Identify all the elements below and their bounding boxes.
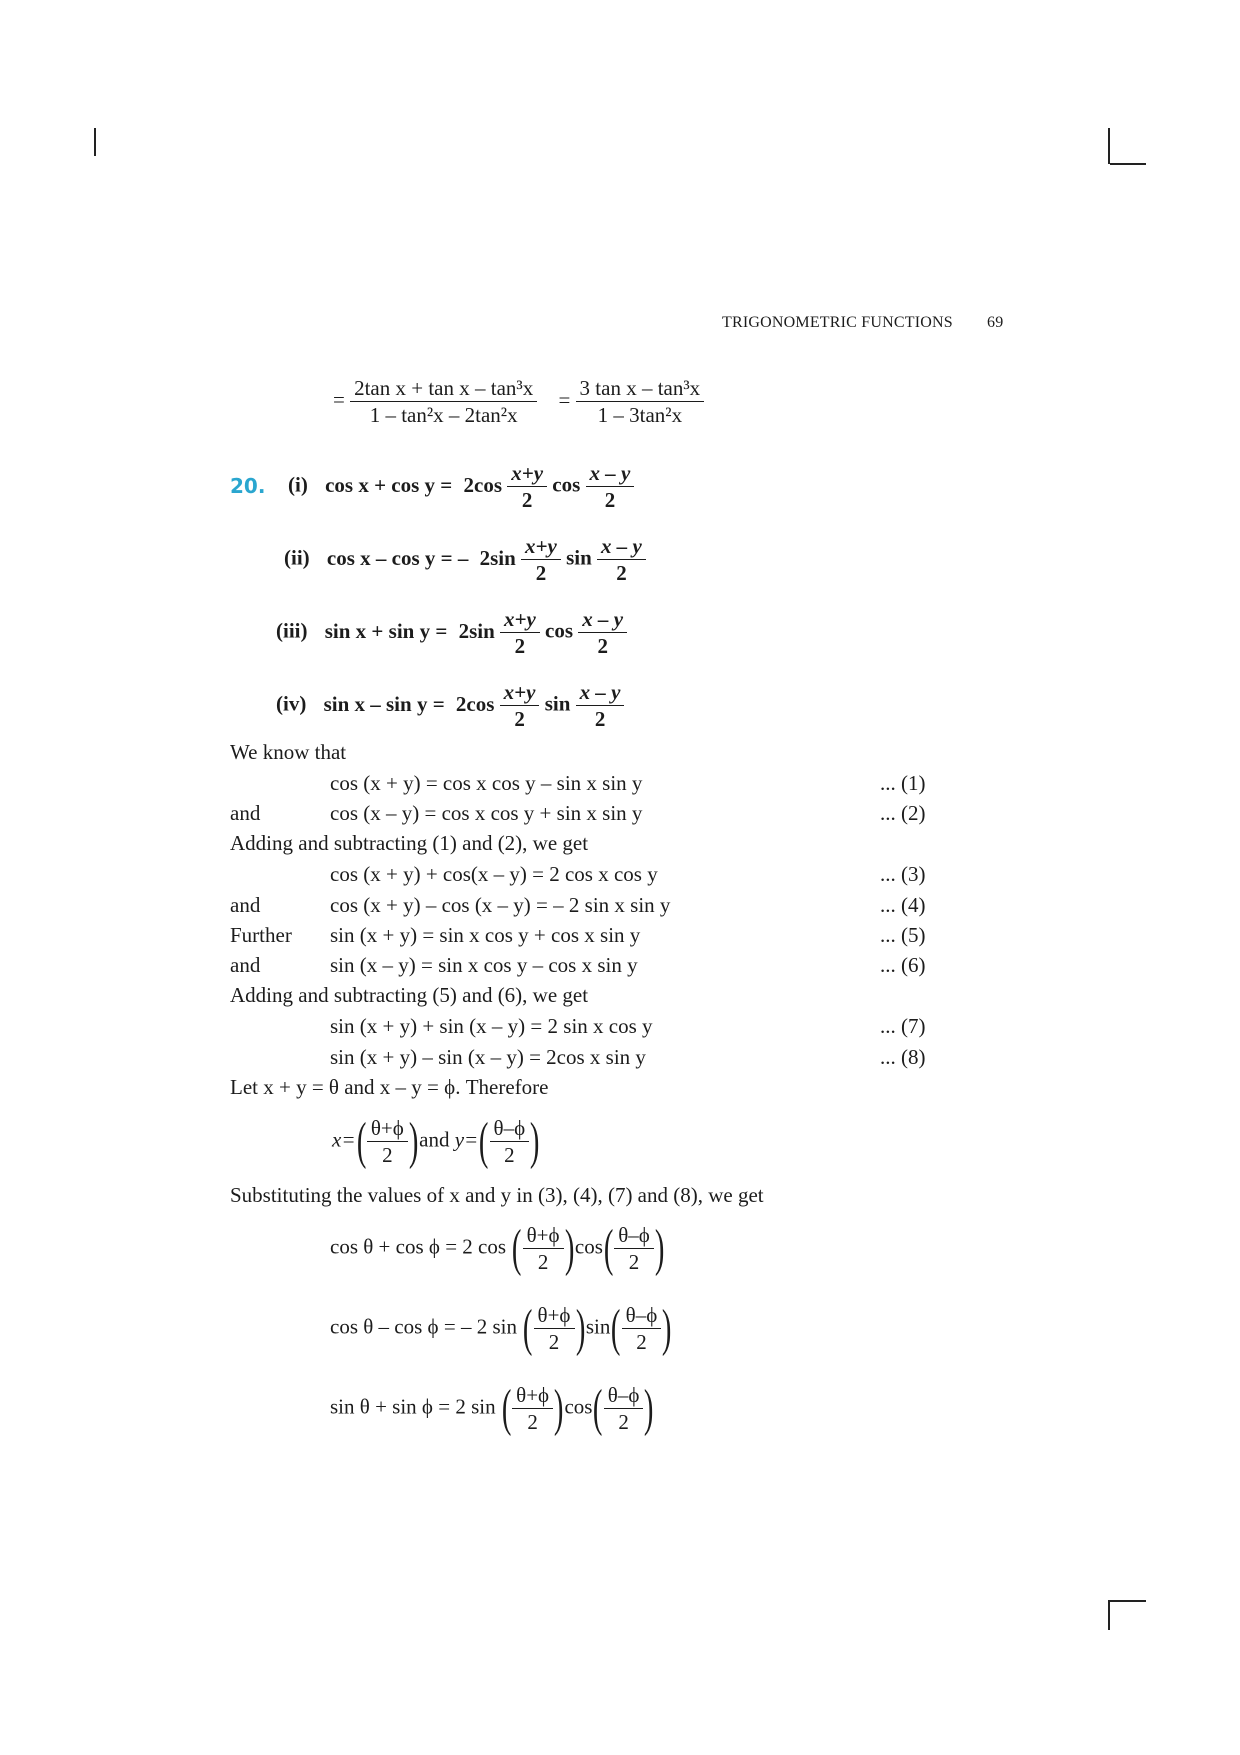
- substituting-line: Substituting the values of x and y in (3), (4), (7) and (8), we get: [230, 1183, 764, 1207]
- identity-lhs: sin x – sin y =: [323, 691, 445, 716]
- line-prefix: and: [230, 801, 261, 825]
- equation-line: cos (x + y) – cos (x – y) = – 2 sin x sin y: [330, 893, 671, 917]
- right-paren: ): [575, 1299, 585, 1357]
- right-paren: ): [530, 1112, 540, 1170]
- equation-ref: ... (2): [880, 801, 926, 825]
- identity-lhs: sin x + sin y =: [324, 618, 448, 643]
- identity-lhs: cos x + cos y =: [325, 472, 453, 497]
- right-paren: ): [554, 1379, 564, 1437]
- we-know-that: We know that: [230, 740, 347, 764]
- identity-fraction: [586, 460, 635, 514]
- theta-minus-phi-fraction: [622, 1302, 662, 1356]
- equation-line: sin (x + y) = sin x cos y + cos x sin y: [330, 923, 641, 947]
- frac-den: 2: [514, 634, 526, 659]
- fraction-1: [350, 375, 537, 429]
- final-identity-1: [330, 1219, 665, 1277]
- identity-coef: 2sin: [458, 618, 495, 643]
- frac-den: 2: [604, 488, 616, 513]
- frac-num: x+y: [521, 533, 561, 560]
- final-mid: cos: [564, 1394, 593, 1419]
- crop-mark-top-right-horizontal: [1110, 163, 1146, 165]
- let-line: Let x + y = θ and x – y = ϕ. Therefore: [230, 1075, 549, 1099]
- right-paren: ): [654, 1219, 665, 1277]
- theta-plus-phi-fraction: [534, 1302, 575, 1356]
- frac-den: 2: [618, 1410, 629, 1435]
- equation-line: sin (x – y) = sin x cos y – cos x sin y: [330, 953, 638, 977]
- equation-line: cos (x + y) = cos x cos y – sin x sin y: [330, 771, 643, 795]
- frac-den: 2: [514, 707, 525, 732]
- adding-line-1: Adding and subtracting (1) and (2), we get: [230, 831, 589, 855]
- theta-plus-phi-fraction: [367, 1115, 408, 1169]
- identity-i: [288, 460, 634, 514]
- frac-den: 2: [597, 634, 608, 659]
- left-paren: (: [356, 1112, 366, 1170]
- left-paren: (: [512, 1219, 522, 1277]
- left-paren: (: [611, 1299, 621, 1357]
- identity-fraction: [500, 679, 540, 733]
- frac-num: x+y: [500, 679, 540, 706]
- page-number: 69: [987, 314, 1004, 331]
- left-paren: (: [603, 1219, 614, 1277]
- identity-mid: cos: [545, 618, 574, 643]
- equals-sign: =: [333, 387, 345, 412]
- identity-iv: [276, 679, 624, 733]
- crop-mark-top-left: [94, 128, 96, 156]
- left-paren: (: [593, 1379, 603, 1437]
- final-lhs: sin θ + sin ϕ = 2 sin: [330, 1394, 496, 1419]
- x-equals: x=: [332, 1127, 356, 1152]
- and-word: and: [419, 1127, 450, 1152]
- identity-label: (ii): [284, 545, 310, 570]
- identity-mid: cos: [552, 472, 581, 497]
- identity-fraction: [578, 606, 627, 660]
- right-paren: ): [408, 1112, 419, 1170]
- identity-fraction: [576, 679, 625, 733]
- equals-sign-2: =: [558, 387, 571, 412]
- top-equation: [333, 375, 704, 429]
- identity-coef: 2cos: [463, 472, 502, 497]
- final-mid: sin: [585, 1314, 611, 1339]
- equation-line: cos (x + y) + cos(x – y) = 2 cos x cos y: [330, 862, 658, 886]
- equation-line: cos (x – y) = cos x cos y + sin x sin y: [330, 801, 643, 825]
- fraction-2: [576, 375, 705, 429]
- equation-ref: ... (6): [880, 953, 926, 977]
- identity-mid: sin: [566, 545, 592, 570]
- crop-mark-bottom-right-vertical: [1108, 1600, 1110, 1630]
- frac-den: 2: [628, 1250, 640, 1275]
- final-lhs: cos θ + cos ϕ = 2 cos: [330, 1234, 507, 1259]
- left-paren: (: [479, 1112, 489, 1170]
- crop-mark-top-right-vertical: [1108, 128, 1110, 164]
- frac-den: 2: [537, 1250, 549, 1275]
- frac-den: 2: [535, 561, 547, 586]
- identity-fraction: [500, 606, 540, 660]
- frac-den: 2: [521, 488, 533, 513]
- identity-fraction: [597, 533, 646, 587]
- identity-mid: sin: [544, 691, 571, 716]
- line-prefix: and: [230, 953, 261, 977]
- substitution-x-y: [332, 1112, 540, 1170]
- identity-ii: [284, 533, 646, 587]
- frac-num: θ–ϕ: [622, 1302, 662, 1329]
- identity-coef: 2sin: [479, 545, 516, 570]
- equation-line: sin (x + y) + sin (x – y) = 2 sin x cos y: [330, 1014, 653, 1038]
- identity-label: (iii): [276, 618, 308, 643]
- fraction-1-den: 1 – tan²x – 2tan²x: [369, 403, 518, 428]
- frac-den: 2: [504, 1143, 515, 1168]
- theta-plus-phi-fraction: [512, 1382, 553, 1436]
- running-header: [722, 314, 1003, 332]
- equation-ref: ... (8): [880, 1045, 926, 1069]
- final-identity-2: [330, 1299, 673, 1357]
- frac-num: θ+ϕ: [534, 1302, 575, 1329]
- frac-num: θ–ϕ: [614, 1222, 654, 1249]
- crop-mark-bottom-right-horizontal: [1110, 1600, 1146, 1602]
- line-prefix: Further: [230, 923, 292, 947]
- frac-num: θ+ϕ: [512, 1382, 553, 1409]
- frac-num: x – y: [576, 679, 625, 706]
- right-paren: ): [564, 1219, 575, 1277]
- final-lhs: cos θ – cos ϕ = – 2 sin: [330, 1314, 517, 1339]
- identity-lhs: cos x – cos y = –: [326, 545, 469, 570]
- frac-num: θ–ϕ: [490, 1115, 530, 1142]
- fraction-2-num: 3 tan x – tan³x: [576, 375, 705, 402]
- right-paren: ): [644, 1379, 654, 1437]
- frac-num: x – y: [578, 606, 627, 633]
- fraction-1-num: 2tan x + tan x – tan³x: [350, 375, 537, 402]
- frac-den: 2: [527, 1410, 538, 1435]
- identity-label: (i): [288, 472, 308, 497]
- frac-num: θ+ϕ: [367, 1115, 408, 1142]
- frac-den: 2: [594, 707, 606, 732]
- theta-plus-phi-fraction: [523, 1222, 564, 1276]
- frac-num: x+y: [507, 460, 547, 487]
- left-paren: (: [501, 1379, 512, 1437]
- final-mid: cos: [574, 1234, 603, 1259]
- final-identity-3: [330, 1379, 655, 1437]
- identity-label: (iv): [276, 691, 307, 716]
- theta-minus-phi-fraction: [604, 1382, 644, 1436]
- identity-fraction: [521, 533, 561, 587]
- fraction-2-den: 1 – 3tan²x: [597, 403, 683, 428]
- y-equals: y=: [454, 1127, 479, 1152]
- adding-line-2: Adding and subtracting (5) and (6), we get: [230, 983, 589, 1007]
- equation-ref: ... (7): [880, 1014, 926, 1038]
- frac-den: 2: [382, 1143, 393, 1168]
- theta-minus-phi-fraction: [490, 1115, 530, 1169]
- equation-ref: ... (3): [880, 862, 926, 886]
- right-paren: ): [662, 1299, 672, 1357]
- equation-ref: ... (4): [880, 893, 926, 917]
- identity-fraction: [507, 460, 547, 514]
- frac-num: x+y: [500, 606, 540, 633]
- frac-num: x – y: [597, 533, 646, 560]
- identity-iii: [276, 606, 627, 660]
- identity-coef: 2cos: [455, 691, 495, 716]
- frac-den: 2: [548, 1330, 560, 1355]
- left-paren: (: [523, 1299, 533, 1357]
- frac-den: 2: [616, 561, 627, 586]
- problem-number: 20.: [230, 474, 266, 498]
- equation-line: sin (x + y) – sin (x – y) = 2cos x sin y: [330, 1045, 646, 1069]
- line-prefix: and: [230, 893, 261, 917]
- theta-minus-phi-fraction: [614, 1222, 654, 1276]
- frac-num: θ–ϕ: [604, 1382, 644, 1409]
- header-title: TRIGONOMETRIC FUNCTIONS: [722, 314, 953, 331]
- frac-den: 2: [636, 1330, 647, 1355]
- frac-num: θ+ϕ: [523, 1222, 564, 1249]
- frac-num: x – y: [586, 460, 635, 487]
- equation-ref: ... (5): [880, 923, 926, 947]
- equation-ref: ... (1): [880, 771, 926, 795]
